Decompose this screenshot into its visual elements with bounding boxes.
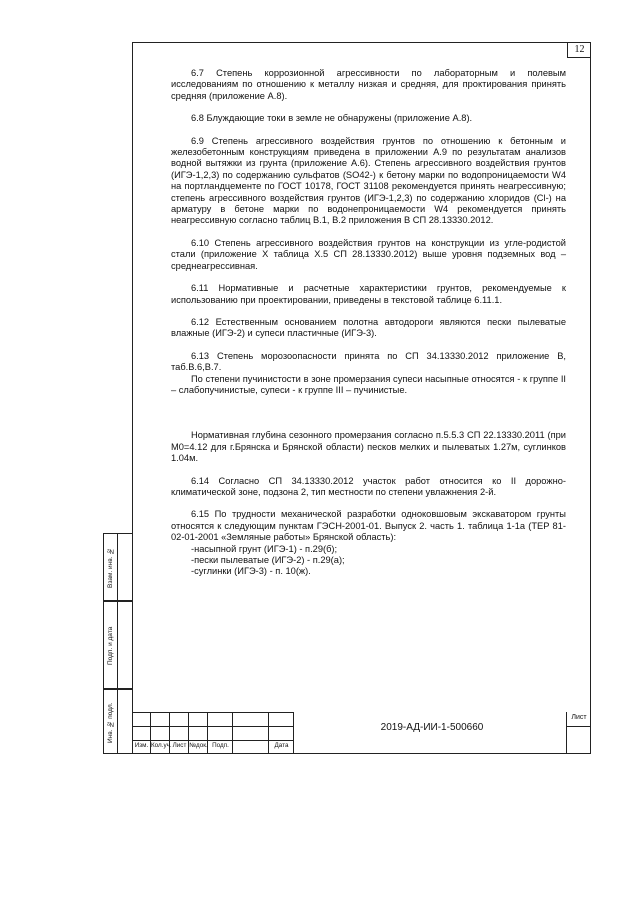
side-field-inv-zam	[103, 533, 132, 601]
title-block	[132, 712, 591, 754]
stamp-col-kol-uch: Кол.уч.	[151, 742, 172, 749]
list-item: -насыпной грунт (ИГЭ-1) - п.29(б);	[191, 543, 338, 554]
stamp-col-izm: Изм.	[134, 742, 149, 749]
side-field-inv-podl	[103, 689, 132, 754]
paragraph-6-10: 6.10 Степень агрессивного воздействия грунтов на конструкции из угле-родистой стали (приложение Х таблица Х.5 СП 28.13330.2012) выше уровня подземных вод – среднеагрессивная.	[171, 237, 566, 271]
stamp-col-ndok: №док.	[189, 742, 208, 749]
side-field-podp-data	[103, 601, 132, 689]
stamp-col-podp: Подп.	[212, 742, 229, 749]
paragraph-6-14: 6.14 Согласно СП 34.13330.2012 участок работ относится ко II дорожно-климатической зоне, подзона 2, тип местности по степени увлажнения 2-й.	[171, 475, 566, 497]
paragraph-6-9: 6.9 Степень агрессивного воздействия грунтов по отношению к бетонным и железобетонным конструкциям приведена в приложении А.9 по результатам анализов водной вытяжки из грунта (приложение А.6). Степень агрессивного воздействия грунтов (ИГЭ-1,2,3) по содержанию сульфатов (SO42-) к бетону марки по водопроницаемости W4 на портландцементе по ГОСТ 10178, ГОСТ 31108 рекомендуется принять неагрессивную; степень агрессивного воздействия грунтов (ИГЭ-1,2,3) по содержанию хлоридов (Cl-) на арматуру в бетоне марки по водонепроницаемости W4 рекомендуется принять неагрессивную согласно таблиц В.1, В.2 приложения В СП 28.13330.2012.	[171, 135, 566, 226]
side-label-podp-data: Подп. и дата	[107, 626, 114, 666]
paragraph-6-7: 6.7 Степень коррозионной агрессивности по лабораторным и полевым исследованиям по отношению к металлу низкая и средняя, для проктирования принять средняя (приложение А.8).	[171, 68, 566, 101]
paragraph-heaving: По степени пучинистости в зоне промерзания супеси насыпные относятся - к группе II – слабопучинистые, супеси - к группе III – пучинистые.	[171, 373, 566, 395]
paragraph-6-13: 6.13 Степень морозоопасности принята по СП 34.13330.2012 приложение В, таб.В.6,В.7.	[171, 350, 566, 373]
paragraph-6-11: 6.11 Нормативные и расчетные характеристики грунтов, рекомендуемые к использованию при проектировании, приведены в текстовой таблице 6.11.1.	[171, 283, 566, 305]
document-id: 2019-АД-ИИ-1-500660	[380, 722, 484, 733]
paragraph-frost-depth: Нормативная глубина сезонного промерзания согласно п.5.5.3 СП 22.13330.2011 (при М0=4.12 для г.Брянска и Брянской области) песков мелких и пылеватых 1.27м, суглинков 1.04м.	[171, 430, 566, 464]
side-label-inv-zam: Взам. инв. №	[107, 547, 114, 589]
stamp-col-data: Дата	[274, 742, 289, 749]
sheet-label: Лист	[571, 714, 587, 721]
page-number: 12	[567, 42, 591, 58]
list-item: -суглинки (ИГЭ-3) - п. 10(ж).	[191, 566, 311, 577]
list-item: -пески пылеватые (ИГЭ-2) - п.29(а);	[191, 555, 345, 565]
paragraph-6-15: 6.15 По трудности механической разработки одноковшовым экскаватором грунты относятся к следующим пунктам ГЭСН-2001-01. Выпуск 2. часть 1. таблица 1-1а (ТЕР 81-02-01-2001 «Земляные работы» Брянской область):	[171, 509, 566, 543]
stamp-col-list: Лист	[172, 742, 187, 749]
side-label-inv-podl: Инв. № подл.	[107, 702, 114, 743]
document-body	[171, 68, 566, 578]
paragraph-6-8: 6.8 Блуждающие токи в земле не обнаружены (приложение А.8).	[191, 113, 473, 124]
paragraph-6-12: 6.12 Естественным основанием полотна автодороги являются пески пылеватые влажные (ИГЭ-2) и супеси пластичные (ИГЭ-3).	[171, 316, 566, 339]
